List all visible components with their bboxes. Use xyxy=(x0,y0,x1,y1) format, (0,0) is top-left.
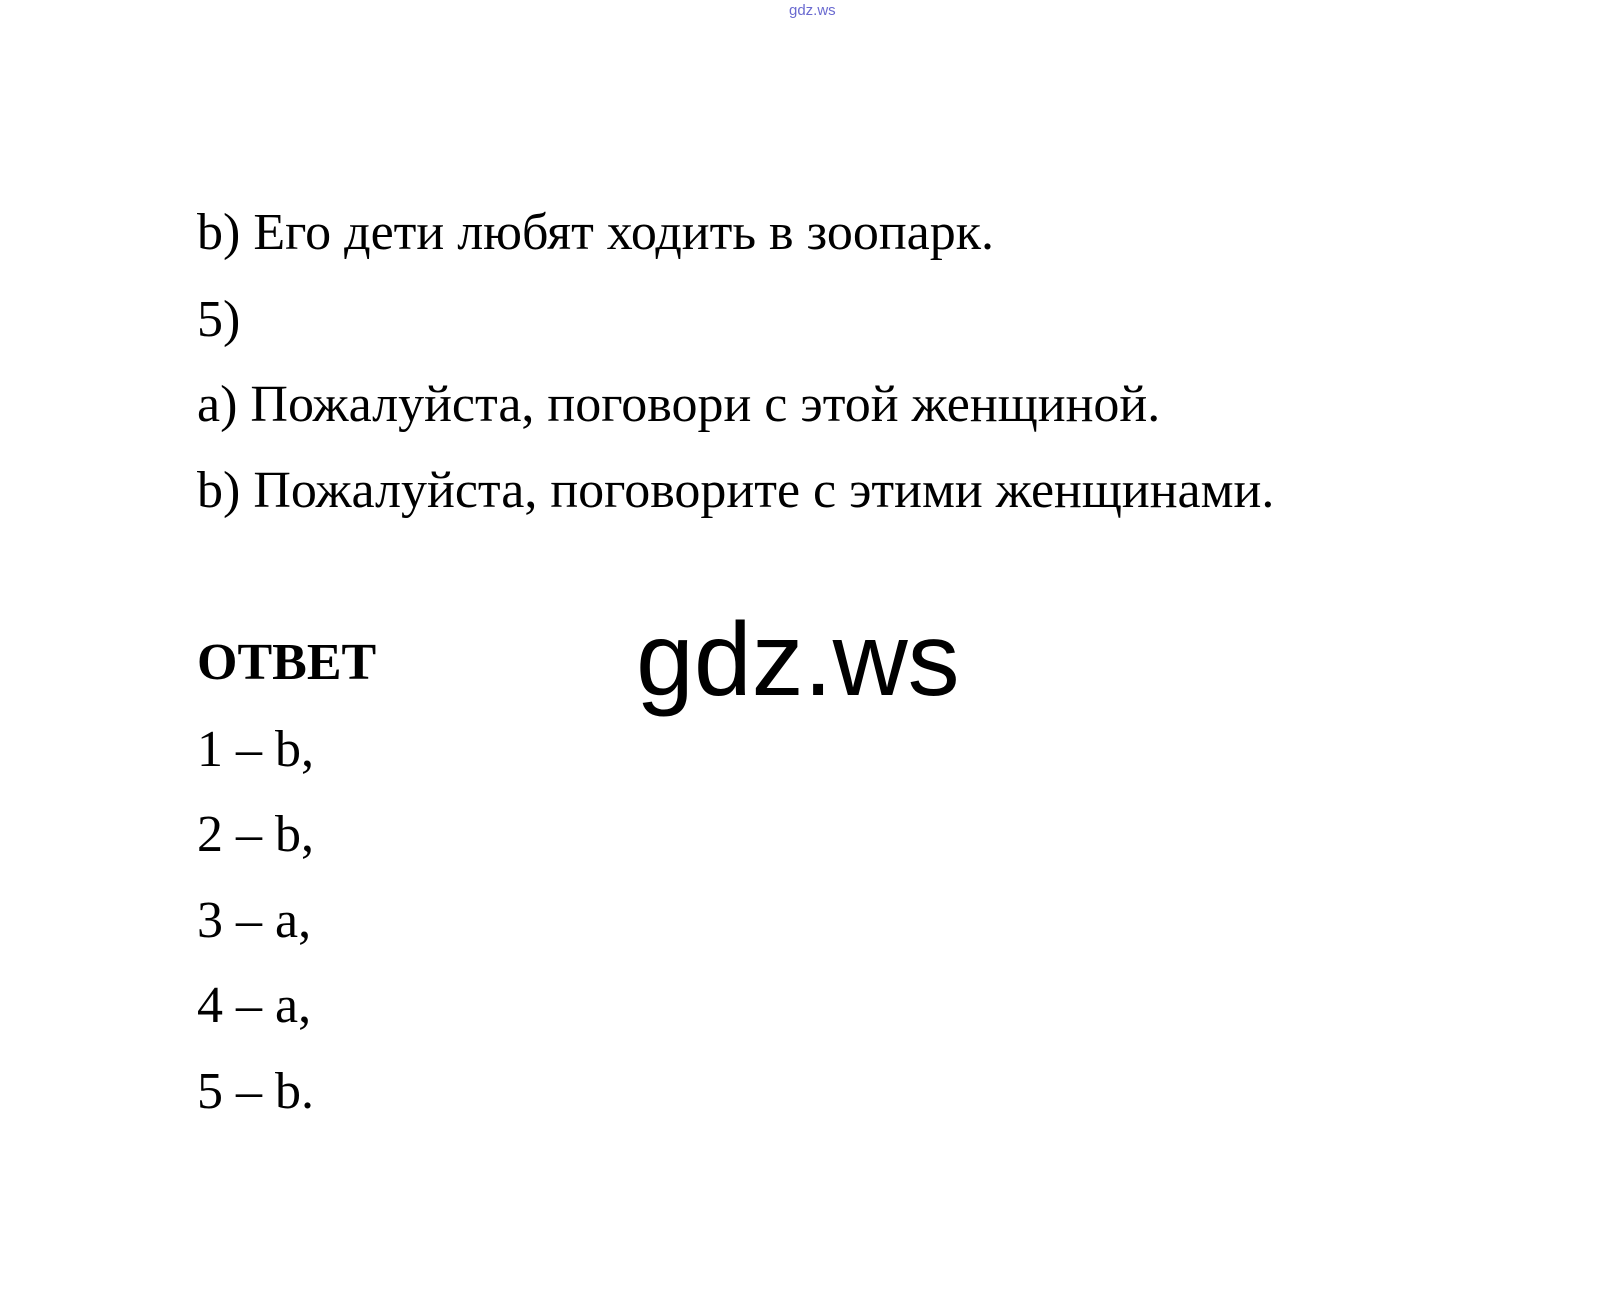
sentence-4b: b) Его дети любят ходить в зоопарк. xyxy=(197,204,995,261)
center-watermark: gdz.ws xyxy=(636,602,960,718)
top-watermark: gdz.ws xyxy=(789,2,836,19)
item-number-5: 5) xyxy=(197,291,241,348)
answer-heading: ОТВЕТ xyxy=(197,634,377,691)
answer-item-4: 4 – a, xyxy=(197,977,312,1034)
answer-item-2: 2 – b, xyxy=(197,806,314,863)
sentence-5a: a) Пожалуйста, поговори с этой женщиной. xyxy=(197,376,1161,433)
answer-item-3: 3 – a, xyxy=(197,892,312,949)
sentence-5b: b) Пожалуйста, поговорите с этими женщинами. xyxy=(197,462,1275,519)
answer-item-1: 1 – b, xyxy=(197,721,314,778)
answer-item-5: 5 – b. xyxy=(197,1063,314,1120)
